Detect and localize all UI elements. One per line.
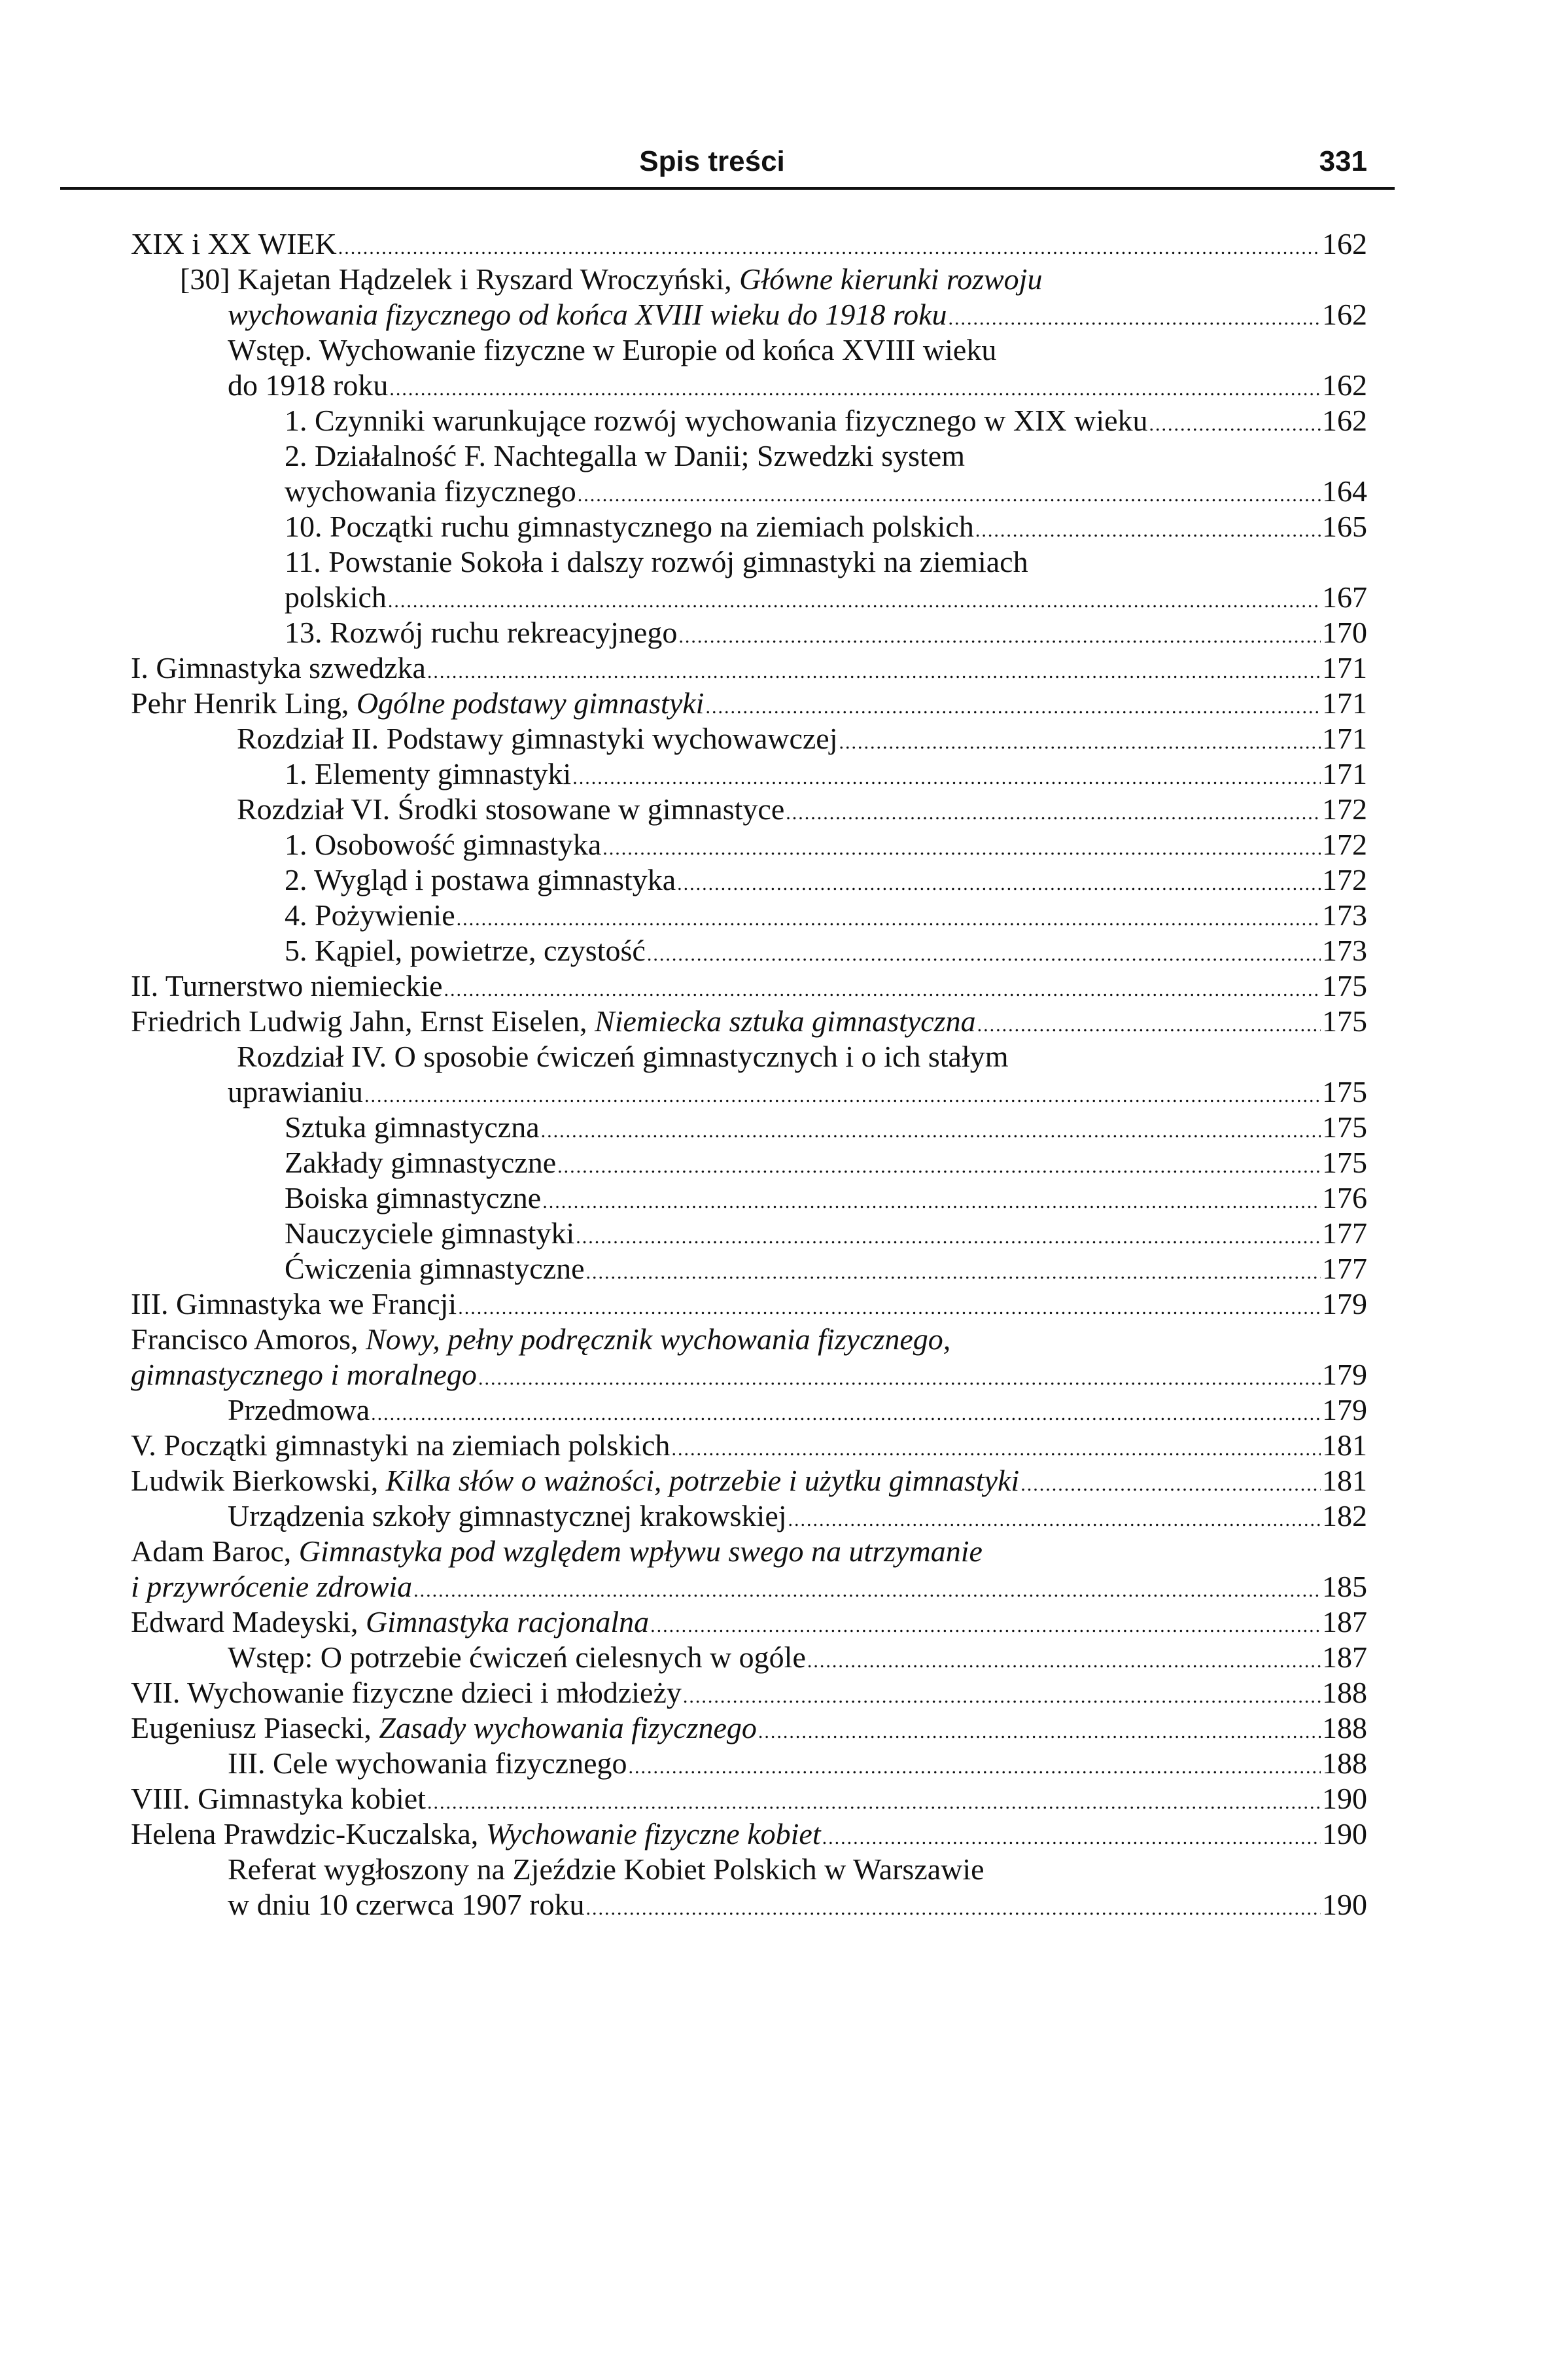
toc-entry-text	[131, 1004, 976, 1039]
page-number: 331	[1319, 145, 1367, 177]
dot-leader	[677, 866, 1321, 902]
toc-entry-label: Rozdział VI. Środki stosowane w gimnastyce	[237, 792, 785, 826]
toc-page-number: 188	[1322, 1676, 1367, 1709]
table-of-contents	[131, 226, 1367, 1922]
toc-entry	[131, 721, 1367, 756]
toc-page-number: 162	[1322, 227, 1367, 260]
toc-page-number: 182	[1322, 1499, 1367, 1532]
toc-entry	[131, 1428, 1367, 1463]
toc-entry-label: 1. Osobowość gimnastyka	[285, 828, 602, 861]
toc-entry-text	[131, 1463, 1019, 1498]
toc-entry-text	[285, 756, 571, 792]
toc-page-number: 181	[1322, 1428, 1367, 1462]
dot-leader	[389, 372, 1321, 407]
toc-page-number: 175	[1322, 1075, 1367, 1108]
dot-leader	[585, 1891, 1321, 1926]
toc-entry-label: Friedrich Ludwig Jahn, Ernst Eiselen,	[131, 1004, 595, 1038]
toc-entry-text	[285, 1110, 540, 1145]
toc-entry	[131, 1322, 1367, 1357]
toc-page-number: 170	[1322, 616, 1367, 649]
toc-entry	[131, 1392, 1367, 1428]
toc-entry-label: Edward Madeyski,	[131, 1605, 366, 1638]
toc-entry	[131, 1357, 1367, 1392]
toc-entry-label: Referat wygłoszony na Zjeździe Kobiet Polskich w Warszawie	[228, 1852, 984, 1886]
dot-leader	[822, 1820, 1321, 1856]
toc-entry-title-italic: i przywrócenie zdrowia	[131, 1570, 413, 1603]
toc-entry	[131, 1463, 1367, 1498]
toc-entry	[131, 1710, 1367, 1746]
toc-entry-text	[228, 332, 996, 368]
dot-leader	[576, 1220, 1321, 1255]
toc-entry	[131, 1251, 1367, 1286]
toc-entry-label: uprawianiu	[228, 1075, 363, 1108]
toc-entry	[131, 827, 1367, 862]
toc-entry	[131, 650, 1367, 686]
toc-entry-label: Pehr Henrik Ling,	[131, 686, 357, 720]
toc-page-number: 190	[1322, 1817, 1367, 1850]
toc-entry	[131, 686, 1367, 721]
toc-page-number: 177	[1322, 1216, 1367, 1250]
toc-entry	[131, 332, 1367, 368]
toc-entry-text	[131, 1675, 682, 1710]
toc-entry-text	[131, 968, 443, 1004]
running-header-title: Spis treści	[639, 145, 785, 177]
toc-entry-text	[131, 1710, 757, 1746]
toc-entry-label: VIII. Gimnastyka kobiet	[131, 1782, 426, 1815]
toc-entry-label: 2. Działalność F. Nachtegalla w Danii; Szwedzki system	[285, 439, 965, 472]
header-rule	[60, 187, 1395, 190]
toc-page-number: 173	[1322, 934, 1367, 967]
toc-entry-text	[180, 262, 1042, 297]
dot-leader	[807, 1644, 1321, 1679]
toc-entry-text	[228, 1852, 984, 1887]
toc-page-number: 175	[1322, 1004, 1367, 1038]
toc-page-number: 188	[1322, 1711, 1367, 1744]
toc-entry	[131, 756, 1367, 792]
toc-entry-text	[131, 1357, 477, 1392]
toc-entry-text	[228, 1746, 627, 1781]
toc-entry-text	[228, 1498, 787, 1534]
toc-entry-label: Ludwik Bierkowski,	[131, 1464, 386, 1497]
dot-leader	[1149, 407, 1321, 442]
toc-page-number: 162	[1322, 368, 1367, 402]
dot-leader	[427, 654, 1321, 690]
toc-entry-title-italic: gimnastycznego i moralnego	[131, 1358, 477, 1391]
dot-leader	[839, 725, 1321, 760]
dot-leader	[949, 301, 1321, 336]
dot-leader	[371, 1396, 1321, 1432]
toc-entry-text	[285, 615, 677, 650]
toc-entry	[131, 262, 1367, 297]
toc-entry-text	[285, 403, 1148, 438]
toc-entry-title-italic: Nowy, pełny podręcznik wychowania fizycznego,	[366, 1322, 951, 1356]
toc-entry	[131, 1074, 1367, 1110]
toc-entry	[131, 1604, 1367, 1640]
dot-leader	[572, 760, 1321, 796]
toc-entry-text	[285, 1145, 556, 1180]
toc-entry	[131, 544, 1367, 580]
dot-leader	[413, 1573, 1321, 1608]
toc-page-number: 162	[1322, 298, 1367, 331]
dot-leader	[541, 1114, 1321, 1149]
toc-entry-title-italic: Gimnastyka racjonalna	[365, 1605, 650, 1638]
toc-entry-label: polskich	[285, 580, 387, 614]
dot-leader	[647, 937, 1321, 972]
toc-entry	[131, 933, 1367, 968]
dot-leader	[364, 1078, 1321, 1114]
toc-entry	[131, 1039, 1367, 1074]
toc-entry-label: Eugeniusz Piasecki,	[131, 1711, 379, 1744]
toc-entry-label: Nauczyciele gimnastyki	[285, 1216, 575, 1250]
toc-entry-text	[131, 1816, 821, 1852]
toc-entry-text	[131, 1604, 649, 1640]
toc-entry	[131, 1675, 1367, 1710]
toc-page-number: 190	[1322, 1782, 1367, 1815]
toc-page-number: 177	[1322, 1252, 1367, 1285]
toc-entry	[131, 1216, 1367, 1251]
toc-entry-text	[285, 1180, 541, 1216]
toc-page-number: 173	[1322, 898, 1367, 932]
toc-page-number: 171	[1322, 686, 1367, 720]
toc-entry-label: Przedmowa	[228, 1393, 370, 1426]
toc-entry-text	[131, 1569, 412, 1604]
toc-entry-label: 4. Pożywienie	[285, 898, 455, 932]
toc-page-number: 172	[1322, 792, 1367, 826]
dot-leader	[458, 1290, 1321, 1326]
toc-page-number: 175	[1322, 1146, 1367, 1179]
toc-entry-label: [30] Kajetan Hądzelek i Ryszard Wroczyński,	[180, 262, 740, 296]
toc-entry	[131, 615, 1367, 650]
toc-entry-label: Wstęp: O potrzebie ćwiczeń cielesnych w ogóle	[228, 1640, 806, 1674]
toc-entry-text	[237, 792, 784, 827]
toc-page-number: 187	[1322, 1605, 1367, 1638]
toc-entry	[131, 1816, 1367, 1852]
toc-page-number: 185	[1322, 1570, 1367, 1603]
toc-entry-label: wychowania fizycznego	[285, 474, 576, 508]
toc-entry	[131, 580, 1367, 615]
toc-page-number: 187	[1322, 1640, 1367, 1674]
toc-entry-label: 11. Powstanie Sokoła i dalszy rozwój gimnastyki na ziemiach	[285, 545, 1028, 578]
toc-entry-label: w dniu 10 czerwca 1907 roku	[228, 1888, 585, 1921]
toc-entry	[131, 1498, 1367, 1534]
toc-entry	[131, 1746, 1367, 1781]
toc-entry-text	[285, 544, 1028, 580]
toc-entry-text	[131, 1781, 426, 1816]
toc-page-number: 171	[1322, 757, 1367, 790]
dot-leader	[388, 584, 1321, 619]
toc-entry	[131, 1534, 1367, 1569]
toc-entry-text	[237, 721, 838, 756]
toc-page-number: 179	[1322, 1393, 1367, 1426]
toc-page-number: 172	[1322, 828, 1367, 861]
toc-page-number: 167	[1322, 580, 1367, 614]
dot-leader	[427, 1785, 1321, 1820]
toc-entry	[131, 1640, 1367, 1675]
toc-entry-text	[285, 438, 965, 474]
toc-entry-text	[228, 1887, 584, 1922]
toc-entry	[131, 403, 1367, 438]
toc-entry-text	[131, 1534, 983, 1569]
toc-entry-label: Wstęp. Wychowanie fizyczne w Europie od końca XVIII wieku	[228, 333, 997, 366]
toc-entry-text	[285, 1251, 585, 1286]
toc-entry	[131, 368, 1367, 403]
toc-entry	[131, 438, 1367, 474]
dot-leader	[705, 690, 1321, 725]
toc-entry	[131, 297, 1367, 332]
toc-entry	[131, 1781, 1367, 1816]
toc-entry	[131, 898, 1367, 933]
toc-entry-label: XIX i XX WIEK	[131, 227, 337, 260]
toc-page-number: 171	[1322, 651, 1367, 684]
toc-page-number: 165	[1322, 510, 1367, 543]
toc-entry	[131, 1286, 1367, 1322]
toc-entry-text	[285, 898, 455, 933]
toc-entry-label: 1. Czynniki warunkujące rozwój wychowania fizycznego w XIX wieku	[285, 404, 1148, 437]
toc-entry-text	[131, 1322, 950, 1357]
toc-entry	[131, 474, 1367, 509]
toc-page-number: 171	[1322, 722, 1367, 755]
toc-entry	[131, 1569, 1367, 1604]
toc-entry	[131, 1004, 1367, 1039]
toc-entry-text	[131, 686, 704, 721]
toc-entry-label: Rozdział IV. O sposobie ćwiczeń gimnastycznych i o ich stałym	[237, 1040, 1009, 1073]
toc-entry-title-italic: Niemiecka sztuka gimnastyczna	[595, 1004, 976, 1038]
toc-entry-title-italic: Zasady wychowania fizycznego	[379, 1711, 757, 1744]
toc-page-number: 162	[1322, 404, 1367, 437]
toc-entry-text	[131, 226, 337, 262]
toc-entry-label: Boiska gimnastyczne	[285, 1181, 542, 1214]
toc-entry-label: Ćwiczenia gimnastyczne	[285, 1252, 585, 1285]
toc-entry	[131, 1180, 1367, 1216]
toc-entry-label: 13. Rozwój ruchu rekreacyjnego	[285, 616, 678, 649]
dot-leader	[542, 1184, 1321, 1220]
toc-page-number: 188	[1322, 1746, 1367, 1780]
dot-leader	[629, 1750, 1321, 1785]
toc-entry-label: Sztuka gimnastyczna	[285, 1110, 540, 1144]
toc-entry-text	[228, 1392, 370, 1428]
toc-entry-text	[228, 368, 388, 403]
toc-entry-text	[285, 474, 576, 509]
toc-entry-label: I. Gimnastyka szwedzka	[131, 651, 426, 684]
toc-entry-text	[131, 650, 426, 686]
toc-entry	[131, 792, 1367, 827]
toc-entry-label: 2. Wygląd i postawa gimnastyka	[285, 863, 676, 896]
dot-leader	[478, 1361, 1321, 1396]
dot-leader	[788, 1502, 1321, 1538]
toc-entry-text	[228, 297, 947, 332]
toc-entry	[131, 1887, 1367, 1922]
toc-entry-label: II. Turnerstwo niemieckie	[131, 969, 443, 1002]
toc-entry-label: 5. Kąpiel, powietrze, czystość	[285, 934, 646, 967]
toc-entry	[131, 1110, 1367, 1145]
dot-leader	[586, 1255, 1321, 1290]
toc-entry-text	[285, 827, 601, 862]
toc-entry-text	[228, 1074, 363, 1110]
toc-entry-label: 10. Początki ruchu gimnastycznego na ziemiach polskich	[285, 510, 974, 543]
toc-entry-title-italic: Wychowanie fizyczne kobiet	[485, 1817, 821, 1850]
toc-entry-label: do 1918 roku	[228, 368, 389, 402]
toc-page-number: 175	[1322, 1110, 1367, 1144]
toc-page-number: 172	[1322, 863, 1367, 896]
toc-page-number: 179	[1322, 1358, 1367, 1391]
dot-leader	[758, 1714, 1321, 1750]
dot-leader	[602, 831, 1321, 866]
toc-entry	[131, 226, 1367, 262]
toc-entry-label: Adam Baroc,	[131, 1534, 299, 1568]
toc-entry-title-italic: Ogólne podstawy gimnastyki	[356, 686, 705, 720]
toc-entry	[131, 968, 1367, 1004]
toc-page-number: 175	[1322, 969, 1367, 1002]
toc-entry-label: Helena Prawdzic-Kuczalska,	[131, 1817, 486, 1850]
toc-entry-text	[131, 1286, 457, 1322]
toc-entry-text	[131, 1428, 670, 1463]
toc-entry-label: Rozdział II. Podstawy gimnastyki wychowawczej	[237, 722, 838, 755]
toc-page-number: 181	[1322, 1464, 1367, 1497]
dot-leader	[650, 1608, 1321, 1644]
dot-leader	[338, 230, 1321, 266]
toc-entry-label: Zakłady gimnastyczne	[285, 1146, 557, 1179]
dot-leader	[678, 619, 1321, 654]
dot-leader	[786, 796, 1321, 831]
toc-entry-title-italic: wychowania fizycznego od końca XVIII wieku do 1918 roku	[228, 298, 947, 331]
toc-entry-text	[285, 862, 676, 898]
toc-entry	[131, 1145, 1367, 1180]
toc-entry-text	[285, 933, 646, 968]
toc-entry-label: Francisco Amoros,	[131, 1322, 366, 1356]
toc-entry	[131, 509, 1367, 544]
dot-leader	[975, 513, 1321, 548]
toc-entry-label: III. Gimnastyka we Francji	[131, 1287, 457, 1320]
dot-leader	[671, 1432, 1321, 1467]
toc-entry-title-italic: Główne kierunki rozwoju	[739, 262, 1043, 296]
toc-page-number: 164	[1322, 474, 1367, 508]
toc-entry-label: Urządzenia szkoły gimnastycznej krakowskiej	[228, 1499, 787, 1532]
toc-entry-text	[285, 1216, 574, 1251]
toc-entry-label: III. Cele wychowania fizycznego	[228, 1746, 627, 1780]
dot-leader	[557, 1149, 1321, 1184]
toc-page-number: 190	[1322, 1888, 1367, 1921]
toc-entry-title-italic: Gimnastyka pod względem wpływu swego na utrzymanie	[298, 1534, 983, 1568]
dot-leader	[444, 972, 1321, 1008]
toc-entry-text	[285, 580, 387, 615]
toc-entry-text	[285, 509, 974, 544]
toc-entry	[131, 1852, 1367, 1887]
toc-entry-label: V. Początki gimnastyki na ziemiach polskich	[131, 1428, 671, 1462]
toc-entry-title-italic: Kilka słów o ważności, potrzebie i użytku gimnastyki	[385, 1464, 1020, 1497]
toc-entry	[131, 862, 1367, 898]
dot-leader	[1020, 1467, 1321, 1502]
toc-entry-text	[228, 1640, 806, 1675]
toc-entry-label: 1. Elementy gimnastyki	[285, 757, 572, 790]
dot-leader	[683, 1679, 1321, 1714]
dot-leader	[578, 478, 1321, 513]
toc-entry-text	[237, 1039, 1009, 1074]
dot-leader	[457, 902, 1321, 937]
toc-page-number: 179	[1322, 1287, 1367, 1320]
toc-entry-label: VII. Wychowanie fizyczne dzieci i młodzieży	[131, 1676, 682, 1709]
dot-leader	[977, 1008, 1321, 1043]
toc-page-number: 176	[1322, 1181, 1367, 1214]
